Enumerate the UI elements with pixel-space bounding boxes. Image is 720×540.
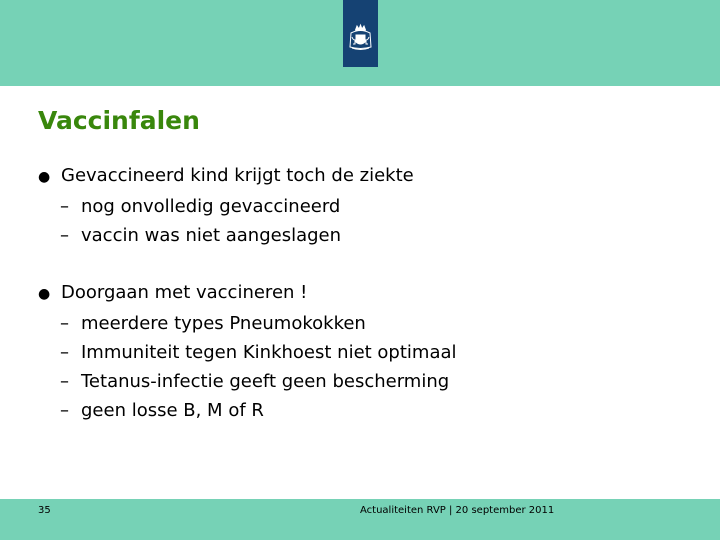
bullet-dot-icon: ● xyxy=(38,286,51,302)
sub-bullet-item xyxy=(38,338,457,367)
sub-bullet-text: Immuniteit tegen Kinkhoest niet optimaal xyxy=(81,342,457,363)
sub-bullet-item xyxy=(38,367,457,396)
bullet-dot-icon: ● xyxy=(38,169,51,185)
page-number: 35 xyxy=(38,505,51,516)
header-band xyxy=(0,0,720,86)
sub-bullet-item xyxy=(38,309,457,338)
sub-bullet-item xyxy=(38,396,457,425)
bullet-item xyxy=(38,161,414,192)
sub-bullet-text: meerdere types Pneumokokken xyxy=(81,313,366,334)
dash-marker: – xyxy=(60,342,69,363)
rijksoverheid-coat-of-arms-icon xyxy=(343,0,378,67)
dash-marker: – xyxy=(60,313,69,334)
slide-title: Vaccinfalen xyxy=(38,106,200,135)
sub-bullet-item xyxy=(38,221,414,250)
bullet-item xyxy=(38,278,457,309)
dash-marker: – xyxy=(60,371,69,392)
bullet-text: Doorgaan met vaccineren ! xyxy=(61,282,308,303)
bullet-group xyxy=(38,161,414,250)
bullet-text: Gevaccineerd kind krijgt toch de ziekte xyxy=(61,165,414,186)
rijksoverheid-logo xyxy=(343,0,378,67)
sub-bullet-text: nog onvolledig gevaccineerd xyxy=(81,196,341,217)
bullet-group xyxy=(38,278,457,425)
dash-marker: – xyxy=(60,225,69,246)
sub-bullet-text: Tetanus-infectie geeft geen bescherming xyxy=(81,371,450,392)
sub-bullet-text: geen losse B, M of R xyxy=(81,400,264,421)
dash-marker: – xyxy=(60,196,69,217)
sub-bullet-text: vaccin was niet aangeslagen xyxy=(81,225,342,246)
footer-text: Actualiteiten RVP | 20 september 2011 xyxy=(360,505,555,516)
dash-marker: – xyxy=(60,400,69,421)
sub-bullet-item xyxy=(38,192,414,221)
